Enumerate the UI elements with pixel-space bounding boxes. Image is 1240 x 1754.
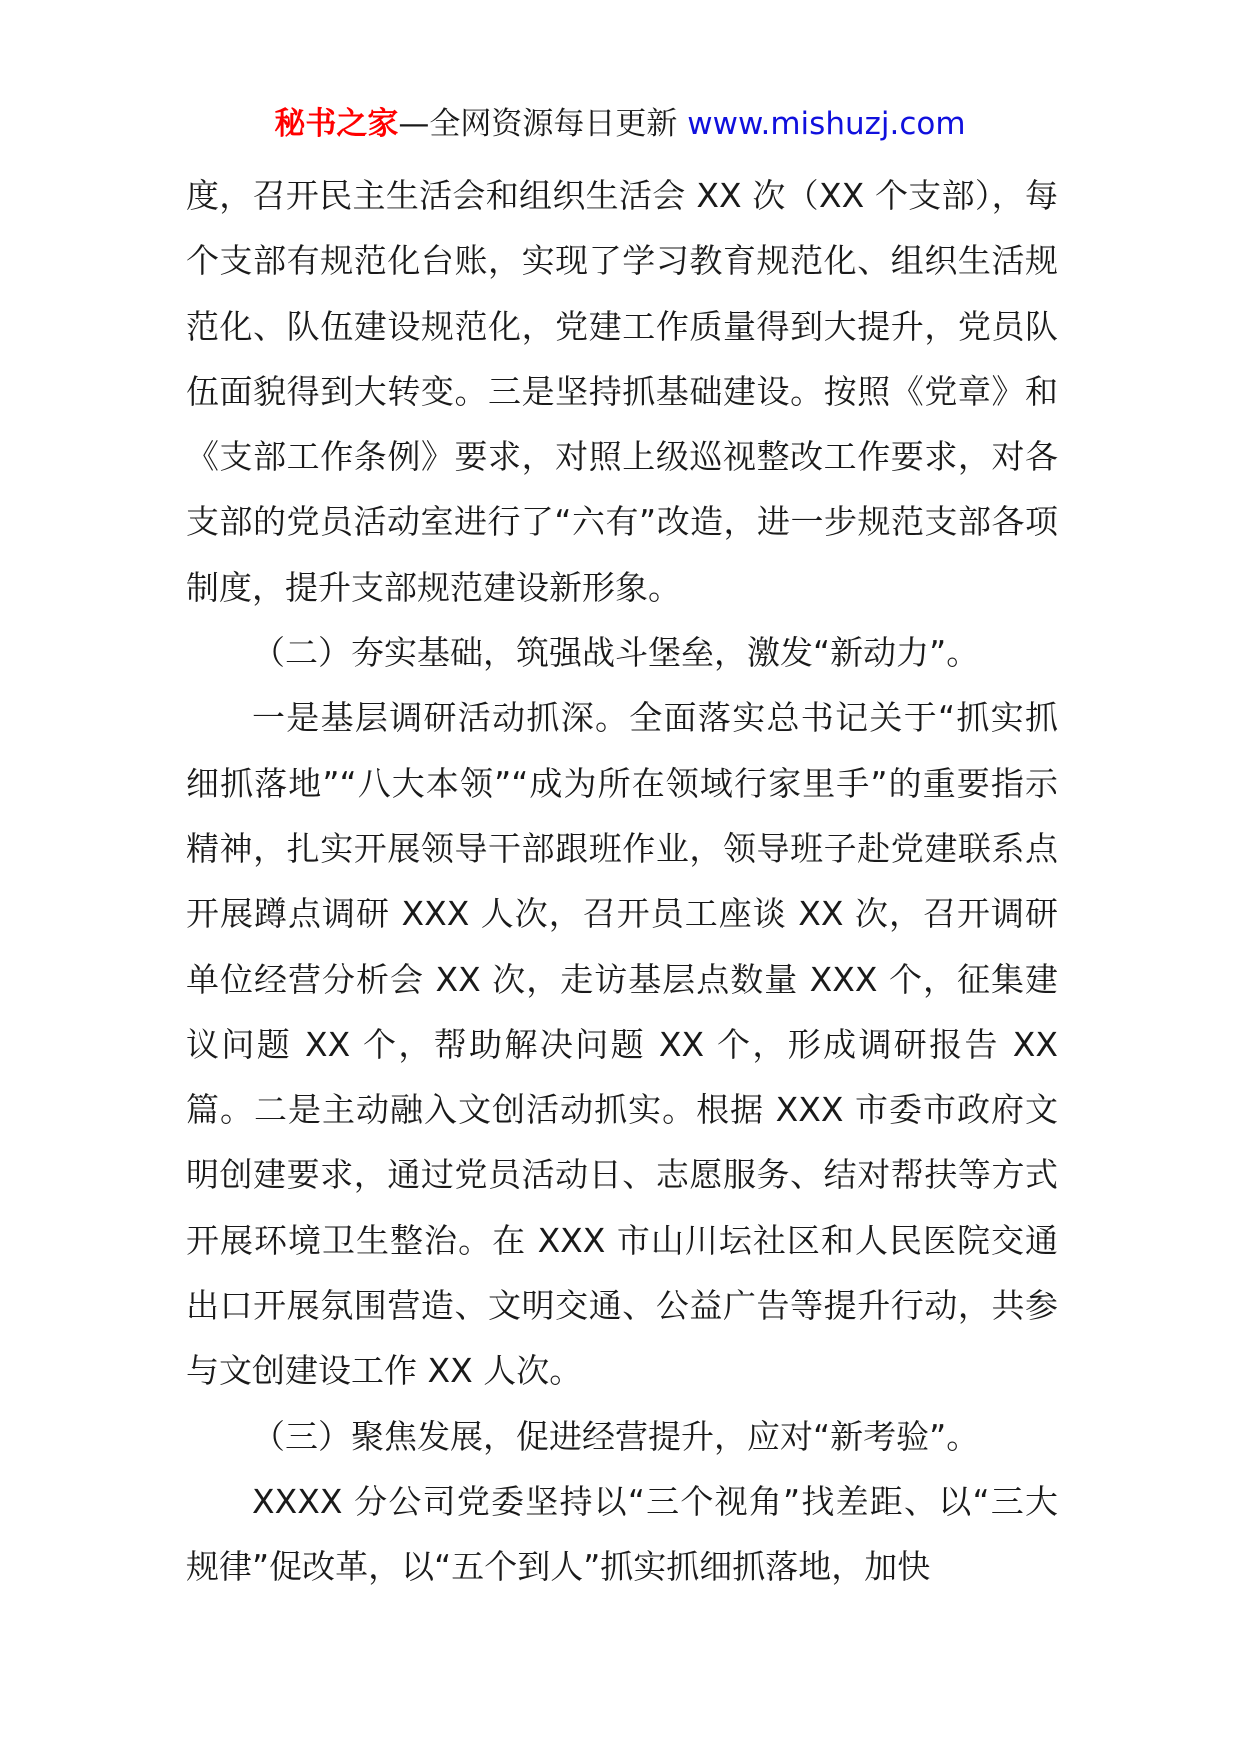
header-tagline: —全网资源每日更新 <box>398 106 688 142</box>
paragraph-continuation: 度，召开民主生活会和组织生活会 XX 次（XX 个支部），每个支部有规范化台账，实现了学习教育规范化、组织生活规范化、队伍建设规范化，党建工作质量得到大提升，党员队伍面貌得到大转变。三是坚持抓基础建设。按照《党章》和《支部工作条例》要求，对照上级巡视整改工作要求，对各支部的党员活动室进行了“六有”改造，进一步规范支部各项制度，提升支部规范建设新形象。 <box>186 176 1058 607</box>
brand-name: 秘书之家 <box>274 106 399 142</box>
paragraph-section-3: XXXX 分公司党委坚持以“三个视角”找差距、以“三大规律”促改革，以“五个到人”抓实抓细抓落地，加快 <box>186 1481 1058 1587</box>
section-heading-2: （二）夯实基础，筑强战斗堡垒，激发“新动力”。 <box>252 633 980 673</box>
site-url-link[interactable]: www.mishuzj.com <box>687 106 966 142</box>
page-header <box>0 100 1240 148</box>
paragraph-section-2: 一是基层调研活动抓深。全面落实总书记关于“抓实抓细抓落地”“八大本领”“成为所在领域行家里手”的重要指示精神，扎实开展领导干部跟班作业，领导班子赴党建联系点开展蹲点调研 XXX 人次，召开员工座谈 XX 次，召开调研单位经营分析会 XX 次，走访基层点数量 XXX 个，征集建议问题 XX 个，帮助解决问题 XX 个，形成调研报告 XX 篇。二是主动融入文创活动抓实。根据 XXX 市委市政府文明创建要求，通过党员活动日、志愿服务、结对帮扶等方式开展环境卫生整治。在 XXX 市山川坛社区和人民医院交通出口开展氛围营造、文明交通、公益广告等提升行动，共参与文创建设工作 XX 人次。 <box>186 698 1058 1391</box>
document-body <box>186 163 1058 1600</box>
section-heading-3: （三）聚焦发展，促进经营提升，应对“新考验”。 <box>252 1416 980 1456</box>
